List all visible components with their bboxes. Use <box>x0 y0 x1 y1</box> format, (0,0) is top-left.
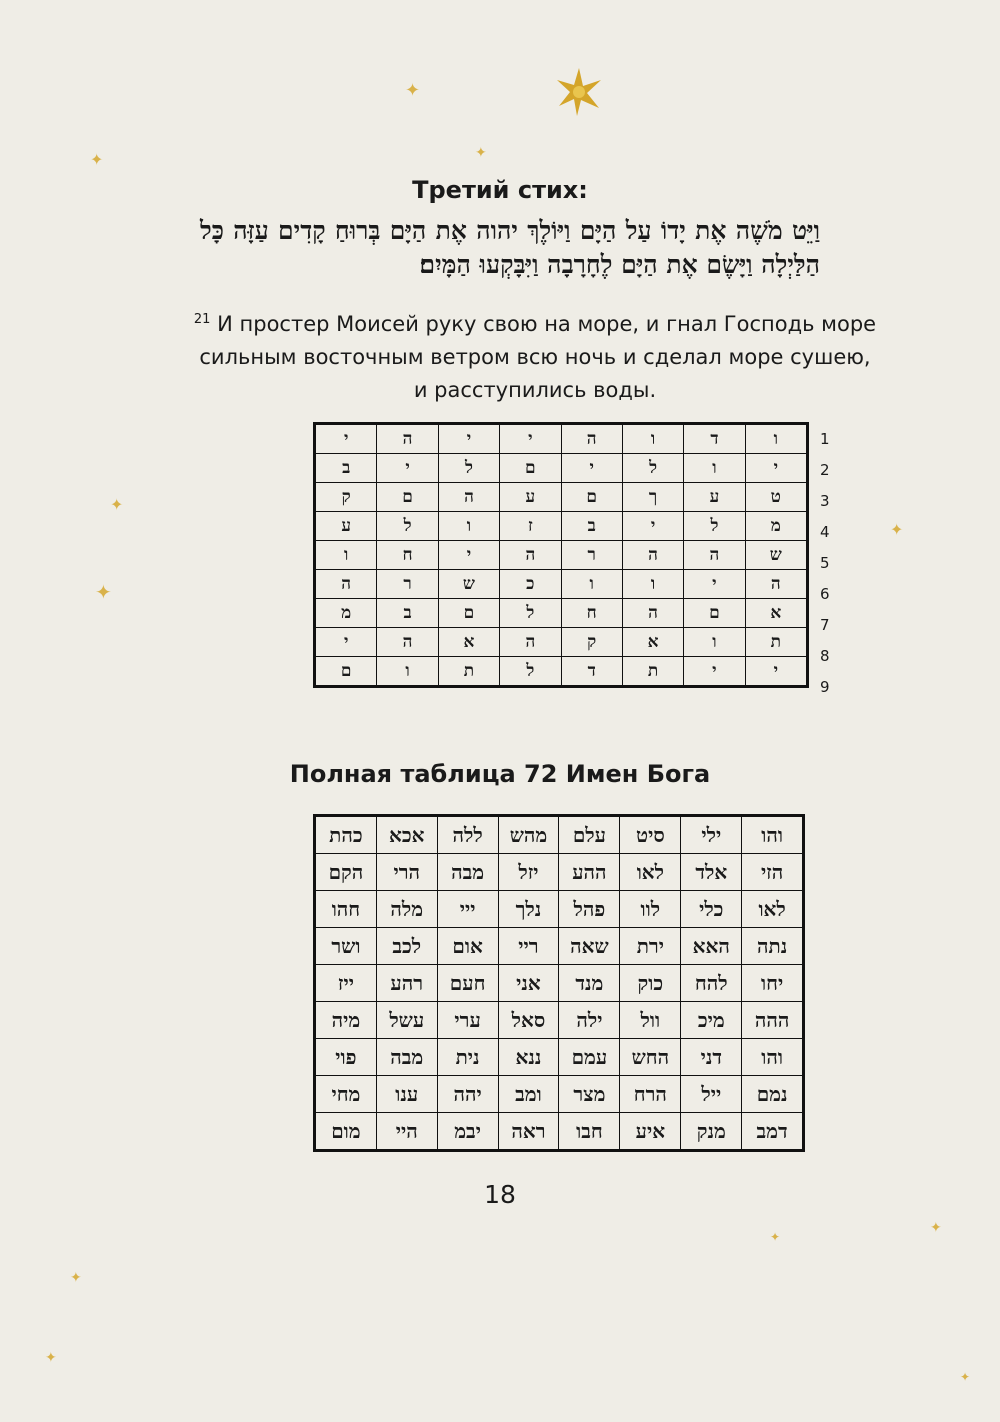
row-number: 9 <box>820 678 830 696</box>
table-cell: י <box>438 541 499 570</box>
table-cell: מנק <box>681 1113 742 1151</box>
table-cell: ע <box>315 512 377 541</box>
table-cell: ייי <box>437 891 498 928</box>
table-cell: ת <box>438 657 499 687</box>
sparkle-icon: ✦ <box>930 1220 942 1236</box>
table-cell: ה <box>500 541 561 570</box>
table-cell: י <box>438 424 499 454</box>
table-cell: אכא <box>376 816 437 854</box>
table-cell: ע <box>684 483 745 512</box>
table-cell: ילה <box>559 1002 620 1039</box>
table-cell: י <box>561 454 622 483</box>
table-cell: כוק <box>620 965 681 1002</box>
table-cell: החש <box>620 1039 681 1076</box>
sparkle-icon: ✦ <box>770 1230 781 1244</box>
table-row <box>315 541 808 570</box>
table-cell: דני <box>681 1039 742 1076</box>
sparkle-icon: ✦ <box>110 495 124 514</box>
table-row <box>315 1002 804 1039</box>
table-cell: מ <box>315 599 377 628</box>
table-row <box>315 1076 804 1113</box>
table-cell: ז <box>500 512 561 541</box>
table-cell: ייז <box>315 965 377 1002</box>
table-row <box>315 965 804 1002</box>
table-cell: ד <box>561 657 622 687</box>
table-cell: מלה <box>376 891 437 928</box>
table-cell: יחו <box>742 965 804 1002</box>
row-number: 2 <box>820 461 830 479</box>
table-cell: ההה <box>742 1002 804 1039</box>
table-cell: ת <box>622 657 683 687</box>
table-row <box>315 657 808 687</box>
table-cell: ו <box>745 424 807 454</box>
table-cell: ייל <box>681 1076 742 1113</box>
table-cell: א <box>438 628 499 657</box>
table-cell: דמב <box>742 1113 804 1151</box>
table-cell: ו <box>684 454 745 483</box>
table-cell: ה <box>377 424 438 454</box>
table-cell: חבו <box>559 1113 620 1151</box>
table-cell: עלם <box>559 816 620 854</box>
table-cell: ש <box>438 570 499 599</box>
table-cell: נית <box>437 1039 498 1076</box>
verse-heading: Третий стих: <box>412 176 588 204</box>
table-cell: ללה <box>437 816 498 854</box>
table-cell: ע <box>500 483 561 512</box>
table-cell: וול <box>620 1002 681 1039</box>
table-cell: מיכ <box>681 1002 742 1039</box>
table-cell: א <box>622 628 683 657</box>
table-row <box>315 891 804 928</box>
table-cell: לאו <box>742 891 804 928</box>
table-cell: ק <box>315 483 377 512</box>
table-cell: חעם <box>437 965 498 1002</box>
table-cell: ת <box>745 628 807 657</box>
table-cell: ערי <box>437 1002 498 1039</box>
names-table <box>313 814 805 1152</box>
table-cell: ל <box>377 512 438 541</box>
table-cell: ר <box>377 570 438 599</box>
table-row <box>315 483 808 512</box>
table-cell: חהו <box>315 891 377 928</box>
table-cell: י <box>315 628 377 657</box>
table-cell: אלד <box>681 854 742 891</box>
table-cell: מנד <box>559 965 620 1002</box>
table-cell: סאל <box>498 1002 559 1039</box>
table-cell: ה <box>561 424 622 454</box>
table-cell: ב <box>561 512 622 541</box>
table-cell: ב <box>377 599 438 628</box>
table-cell: ש <box>745 541 807 570</box>
sparkle-icon: ✦ <box>95 580 112 604</box>
sparkle-icon: ✦ <box>45 1350 57 1366</box>
table-cell: יהה <box>437 1076 498 1113</box>
table-cell: הזי <box>742 854 804 891</box>
table-cell: כ <box>500 570 561 599</box>
table-cell: שאה <box>559 928 620 965</box>
gold-star-icon <box>553 66 605 118</box>
table-cell: י <box>745 454 807 483</box>
table-row <box>315 628 808 657</box>
table-row <box>315 1039 804 1076</box>
sparkle-icon: ✦ <box>405 80 421 101</box>
table-cell: ם <box>684 599 745 628</box>
table-cell: ילי <box>681 816 742 854</box>
row-number: 6 <box>820 585 830 603</box>
table-cell: סיט <box>620 816 681 854</box>
table-cell: איע <box>620 1113 681 1151</box>
table-cell: ו <box>684 628 745 657</box>
table-cell: י <box>315 424 377 454</box>
table-cell: ק <box>561 628 622 657</box>
table-cell: היי <box>376 1113 437 1151</box>
table-row <box>315 928 804 965</box>
table-cell: ענו <box>376 1076 437 1113</box>
table-cell: מהש <box>498 816 559 854</box>
table-cell: ננא <box>498 1039 559 1076</box>
table-cell: ושר <box>315 928 377 965</box>
table-cell: עשל <box>376 1002 437 1039</box>
table-cell: ם <box>377 483 438 512</box>
table-cell: נמם <box>742 1076 804 1113</box>
table-cell: ה <box>684 541 745 570</box>
table-cell: ל <box>622 454 683 483</box>
sparkle-icon: ✦ <box>890 520 904 539</box>
table-cell: י <box>684 570 745 599</box>
table-cell: ר <box>561 541 622 570</box>
table-cell: ך <box>622 483 683 512</box>
table-cell: כלי <box>681 891 742 928</box>
table-cell: א <box>745 599 807 628</box>
table-cell: ה <box>622 541 683 570</box>
table-cell: מבה <box>437 854 498 891</box>
table-cell: להח <box>681 965 742 1002</box>
table-cell: פהל <box>559 891 620 928</box>
sparkle-icon: ✦ <box>70 1270 82 1286</box>
table-cell: כהת <box>315 816 377 854</box>
verse-number: 21 <box>193 312 211 327</box>
row-number: 4 <box>820 523 830 541</box>
table-cell: ריי <box>498 928 559 965</box>
table-cell: ב <box>315 454 377 483</box>
hebrew-verse: וַיֵּט מֹשֶׁה אֶת יָדוֹ עַל הַיָּם וַיּוֹלֶךְ יהוה אֶת הַיָּם בְּרוּחַ קָדִים עַזָּה כָּל הַלַּיְלָה וַיָּשֶׂם אֶת הַיָּם לֶחָרָבָה וַיִּבָּקְעוּ הַמָּיִם׃ <box>200 216 820 279</box>
table-cell: עמם <box>559 1039 620 1076</box>
table-cell: י <box>377 454 438 483</box>
table-cell: ד <box>684 424 745 454</box>
table-cell: ם <box>315 657 377 687</box>
table-cell: רהע <box>376 965 437 1002</box>
table-cell: האא <box>681 928 742 965</box>
row-number: 8 <box>820 647 830 665</box>
table-cell: י <box>684 657 745 687</box>
table-row <box>315 424 808 454</box>
table-cell: ט <box>745 483 807 512</box>
row-number: 1 <box>820 430 830 448</box>
sparkle-icon: ✦ <box>960 1370 971 1384</box>
table-cell: מחי <box>315 1076 377 1113</box>
russian-text: И простер Моисей руку свою на море, и гнал Господь море сильным восточным ветром всю ночь и сделал море сушею, и расступились воды. <box>199 312 877 402</box>
table-cell: הרח <box>620 1076 681 1113</box>
sparkle-icon: ✦ <box>475 145 487 161</box>
table-cell: לוו <box>620 891 681 928</box>
table-cell: ה <box>745 570 807 599</box>
table-cell: והו <box>742 1039 804 1076</box>
table-cell: י <box>745 657 807 687</box>
table-cell: ההע <box>559 854 620 891</box>
table-cell: ח <box>377 541 438 570</box>
page-number: 18 <box>484 1180 516 1209</box>
table-cell: ל <box>438 454 499 483</box>
row-numbers <box>820 424 840 703</box>
table-cell: ומב <box>498 1076 559 1113</box>
table-cell: ה <box>622 599 683 628</box>
table-cell: ו <box>561 570 622 599</box>
table-cell: לאו <box>620 854 681 891</box>
table-cell: יזל <box>498 854 559 891</box>
table-cell: ה <box>500 628 561 657</box>
russian-translation <box>190 303 880 407</box>
table-cell: מבה <box>376 1039 437 1076</box>
table-cell: ם <box>561 483 622 512</box>
table-cell: אני <box>498 965 559 1002</box>
table-row <box>315 1113 804 1151</box>
row-number: 3 <box>820 492 830 510</box>
table-cell: ו <box>438 512 499 541</box>
table-cell: מום <box>315 1113 377 1151</box>
table-cell: פוי <box>315 1039 377 1076</box>
table-cell: ו <box>377 657 438 687</box>
table-row <box>315 854 804 891</box>
table-cell: ח <box>561 599 622 628</box>
table-cell: מצר <box>559 1076 620 1113</box>
table-cell: ה <box>315 570 377 599</box>
table-cell: ו <box>315 541 377 570</box>
table-cell: ו <box>622 570 683 599</box>
table-cell: ם <box>500 454 561 483</box>
table-cell: ה <box>438 483 499 512</box>
table-cell: ו <box>622 424 683 454</box>
table-cell: י <box>500 424 561 454</box>
row-number: 7 <box>820 616 830 634</box>
table-cell: מיה <box>315 1002 377 1039</box>
table-cell: נתה <box>742 928 804 965</box>
row-number: 5 <box>820 554 830 572</box>
table-cell: מ <box>745 512 807 541</box>
table-cell: ל <box>684 512 745 541</box>
table-row <box>315 512 808 541</box>
table-row <box>315 454 808 483</box>
table-cell: נלך <box>498 891 559 928</box>
table-cell: ירת <box>620 928 681 965</box>
table-cell: הרי <box>376 854 437 891</box>
table-cell: לכב <box>376 928 437 965</box>
table-cell: אום <box>437 928 498 965</box>
table-row <box>315 570 808 599</box>
table-cell: הקם <box>315 854 377 891</box>
table-cell: יבמ <box>437 1113 498 1151</box>
table-cell: ל <box>500 657 561 687</box>
table-cell: והו <box>742 816 804 854</box>
table-row <box>315 599 808 628</box>
table-cell: ראה <box>498 1113 559 1151</box>
table-cell: ם <box>438 599 499 628</box>
sparkle-icon: ✦ <box>90 150 104 169</box>
table-cell: י <box>622 512 683 541</box>
table-cell: ה <box>377 628 438 657</box>
table-cell: ל <box>500 599 561 628</box>
names-table-title: Полная таблица 72 Имен Бога <box>289 760 711 788</box>
table-row <box>315 816 804 854</box>
letter-grid <box>313 422 809 688</box>
